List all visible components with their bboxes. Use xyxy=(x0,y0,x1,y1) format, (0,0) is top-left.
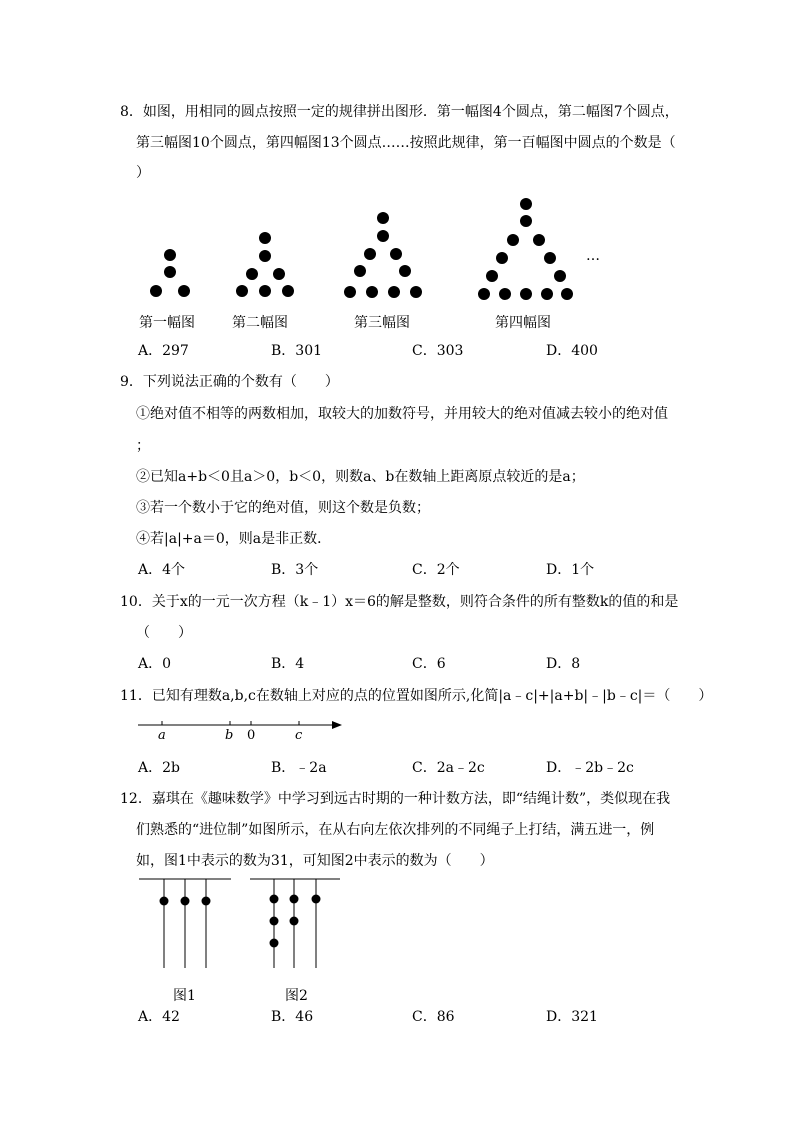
q8-fig2-caption: 第二幅图 xyxy=(232,315,288,331)
q11-label-b: b xyxy=(225,728,234,743)
q8-fig1-caption: 第一幅图 xyxy=(139,315,195,331)
q12-text-line2: 们熟悉的“进位制”如图所示，在从右向左依次排列的不同绳子上打结，满五进一，例 xyxy=(136,822,655,838)
q11-label-a: a xyxy=(158,728,166,743)
q8-fig3-caption: 第三幅图 xyxy=(354,315,410,331)
q10-text-line2: （ ） xyxy=(136,625,192,641)
q9-statement-4: ④若|a|+a＝0，则a是非正数． xyxy=(136,531,332,547)
q11-text-line1: 11．已知有理数a,b,c在数轴上对应的点的位置如图所示,化简|a﹣c|+|a+b|﹣|b﹣c|＝（ ） xyxy=(120,688,713,704)
knot xyxy=(290,895,299,904)
knot xyxy=(270,939,279,948)
q8-option-b[interactable]: B．301 xyxy=(271,343,323,359)
q9-statement-1: ①绝对值不相等的两数相加，取较大的加数符号，并用较大的绝对值减去较小的绝对值 xyxy=(136,406,668,422)
q11-option-d[interactable]: D．﹣2b﹣2c xyxy=(546,760,634,776)
q9-option-b[interactable]: B．3个 xyxy=(271,562,319,578)
q11-label-zero: 0 xyxy=(247,728,256,743)
q12-fig2-caption: 图2 xyxy=(285,988,308,1004)
knot xyxy=(270,917,279,926)
q11-option-c[interactable]: C．2a﹣2c xyxy=(412,760,485,776)
q10-option-d[interactable]: D．8 xyxy=(546,656,581,672)
q9-statement-1-cont: ； xyxy=(136,438,150,454)
q9-option-c[interactable]: C．2个 xyxy=(412,562,460,578)
knot xyxy=(160,897,169,906)
knot xyxy=(202,897,211,906)
q12-fig1-caption: 图1 xyxy=(173,988,196,1004)
q12-text-line1: 12．嘉琪在《趣味数学》中学习到远古时期的一种计数方法，即“结绳计数”，类似现在我 xyxy=(120,791,671,807)
q11-option-a[interactable]: A．2b xyxy=(138,760,180,776)
q9-option-d[interactable]: D．1个 xyxy=(546,562,595,578)
q8-fig4-caption: 第四幅图 xyxy=(495,315,551,331)
q8-text-line1: 8．如图，用相同的圆点按照一定的规律拼出图形．第一幅图4个圆点，第二幅图7个圆点， xyxy=(120,104,679,120)
q8-option-d[interactable]: D．400 xyxy=(546,343,598,359)
q12-text-line3: 如，图1中表示的数为31，可知图2中表示的数为（ ） xyxy=(136,853,494,869)
q8-option-c[interactable]: C．303 xyxy=(412,343,464,359)
q8-option-a[interactable]: A．297 xyxy=(138,343,189,359)
knot xyxy=(181,897,190,906)
q10-option-c[interactable]: C．6 xyxy=(412,656,446,672)
q12-option-b[interactable]: B．46 xyxy=(271,1009,314,1025)
q10-option-b[interactable]: B．4 xyxy=(271,656,305,672)
q12-option-c[interactable]: C．86 xyxy=(412,1009,455,1025)
q12-option-d[interactable]: D．321 xyxy=(546,1009,598,1025)
knot xyxy=(290,917,299,926)
q11-label-c: c xyxy=(295,728,303,743)
q9-statement-2: ②已知a+b＜0且a＞0，b＜0，则数a、b在数轴上距离原点较近的是a； xyxy=(136,469,585,485)
q9-statement-3: ③若一个数小于它的绝对值，则这个数是负数； xyxy=(136,500,430,516)
q8-ellipsis: … xyxy=(586,248,600,264)
q12-option-a[interactable]: A．42 xyxy=(138,1009,180,1025)
knot xyxy=(270,895,279,904)
q8-text-line3: ） xyxy=(136,165,150,181)
knot xyxy=(312,895,321,904)
q9-text-line1: 9．下列说法正确的个数有（ ） xyxy=(120,374,339,390)
q11-option-b[interactable]: B．﹣2a xyxy=(271,760,327,776)
q8-text-line2: 第三幅图10个圆点，第四幅图13个圆点……按照此规律，第一百幅图中圆点的个数是（ xyxy=(136,135,676,151)
q9-option-a[interactable]: A．4个 xyxy=(138,562,186,578)
q10-option-a[interactable]: A．0 xyxy=(138,656,172,672)
q10-text-line1: 10．关于x的一元一次方程（k﹣1）x＝6的解是整数，则符合条件的所有整数k的值的和是 xyxy=(120,594,679,610)
